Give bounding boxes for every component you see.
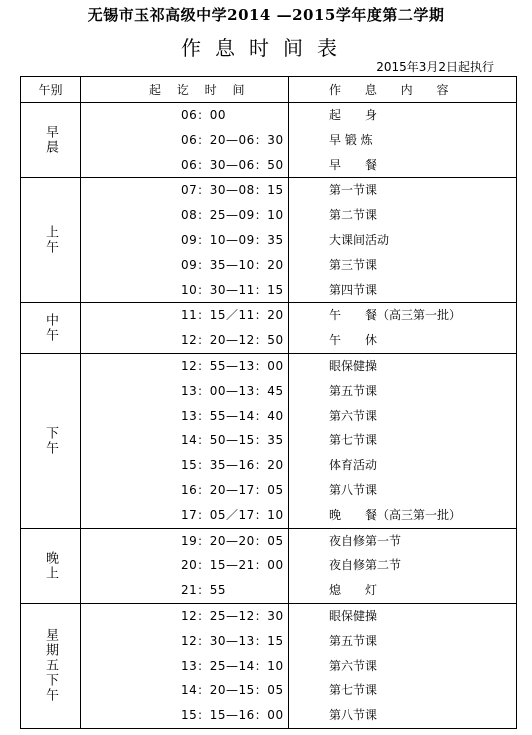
time-range: 12：25—12：30: [181, 608, 284, 623]
activity-cell: [289, 103, 517, 178]
time-range: 06：00: [181, 108, 227, 122]
time-range: 20：15—21：00: [181, 558, 284, 573]
time-range: 13：00—13：45: [181, 383, 284, 398]
period-label: 上午: [21, 178, 81, 303]
schedule-body: [21, 103, 517, 729]
period-label: 晚上: [21, 528, 81, 603]
time-range: 12：20—12：50: [181, 333, 284, 348]
activity-text: 大课间活动: [329, 232, 390, 247]
activity-text: 早 锻 炼: [329, 132, 373, 147]
time-range: 06：30—06：50: [181, 157, 284, 172]
time-range: 21：55: [181, 583, 227, 598]
time-range: 16：20—17：05: [181, 482, 284, 497]
activity-cell: [289, 303, 517, 354]
activity-text: 第四节课: [329, 282, 378, 297]
table-header-row: [21, 77, 517, 103]
activity-text: 眼保健操: [329, 358, 378, 373]
period-row: [21, 303, 517, 354]
activity-text: 体育活动: [329, 458, 378, 473]
activity-cell: [289, 178, 517, 303]
activity-text: 第七节课: [329, 683, 378, 698]
activity-text: 第五节课: [329, 383, 378, 398]
time-range: 07：30—08：15: [181, 183, 284, 198]
activity-text: 午 休: [329, 333, 378, 348]
time-cell: [81, 303, 289, 354]
time-range: 09：35—10：20: [181, 257, 284, 272]
activity-text: 眼保健操: [329, 608, 378, 623]
time-cell: [81, 528, 289, 603]
period-row: [21, 103, 517, 178]
activity-text: 夜自修第二节: [329, 558, 402, 573]
document-title: 无锡市玉祁高级中学2014 —2015学年度第二学期: [87, 6, 445, 24]
period-row: [21, 528, 517, 603]
time-range: 13：25—14：10: [181, 658, 284, 673]
time-range: 09：10—09：35: [181, 232, 284, 247]
period-label: 下午: [21, 353, 81, 528]
period-row: [21, 353, 517, 528]
time-range: 14：50—15：35: [181, 433, 284, 448]
time-range: 06：20—06：30: [181, 132, 284, 147]
activity-text: 早 餐: [329, 157, 378, 172]
activity-text: 第一节课: [329, 183, 378, 198]
activity-text: 熄 灯: [329, 583, 378, 598]
effective-date: 2015年3月2日起执行: [376, 60, 494, 74]
activity-text: 第六节课: [329, 658, 378, 673]
activity-text: 第五节课: [329, 633, 378, 648]
time-cell: [81, 353, 289, 528]
column-header-activity: 作 息 内 容: [289, 77, 517, 103]
column-header-period: 午别: [21, 77, 81, 103]
time-cell: [81, 603, 289, 728]
activity-cell: [289, 603, 517, 728]
time-range: 15：15—16：00: [181, 708, 284, 723]
activity-text: 晚 餐（高三第一批）: [329, 507, 462, 522]
time-range: 08：25—09：10: [181, 208, 284, 223]
activity-text: 第六节课: [329, 408, 378, 423]
time-cell: [81, 178, 289, 303]
period-label: 星期五下午: [21, 603, 81, 728]
time-range: 13：55—14：40: [181, 408, 284, 423]
time-range: 12：30—13：15: [181, 633, 284, 648]
activity-text: 午 餐（高三第一批）: [329, 308, 462, 323]
column-header-time: 起 讫 时 间: [81, 77, 289, 103]
time-range: 17：05／17：10: [181, 507, 284, 522]
time-range: 14：20—15：05: [181, 683, 284, 698]
time-range: 10：30—11：15: [181, 282, 284, 297]
period-label: 中午: [21, 303, 81, 354]
period-row: [21, 603, 517, 728]
activity-text: 第二节课: [329, 208, 378, 223]
time-range: 15：35—16：20: [181, 458, 284, 473]
activity-text: 第三节课: [329, 257, 378, 272]
activity-text: 第八节课: [329, 482, 378, 497]
schedule-table: [20, 76, 517, 729]
time-range: 11：15／11：20: [181, 308, 284, 323]
activity-text: 第八节课: [329, 708, 378, 723]
time-cell: [81, 103, 289, 178]
period-label: 早晨: [21, 103, 81, 178]
period-row: [21, 178, 517, 303]
activity-cell: [289, 528, 517, 603]
schedule-subtitle: 作息时间表: [181, 36, 351, 60]
activity-text: 第七节课: [329, 433, 378, 448]
time-range: 19：20—20：05: [181, 533, 284, 548]
activity-cell: [289, 353, 517, 528]
activity-text: 起 身: [329, 108, 378, 122]
time-range: 12：55—13：00: [181, 358, 284, 373]
activity-text: 夜自修第一节: [329, 533, 402, 548]
